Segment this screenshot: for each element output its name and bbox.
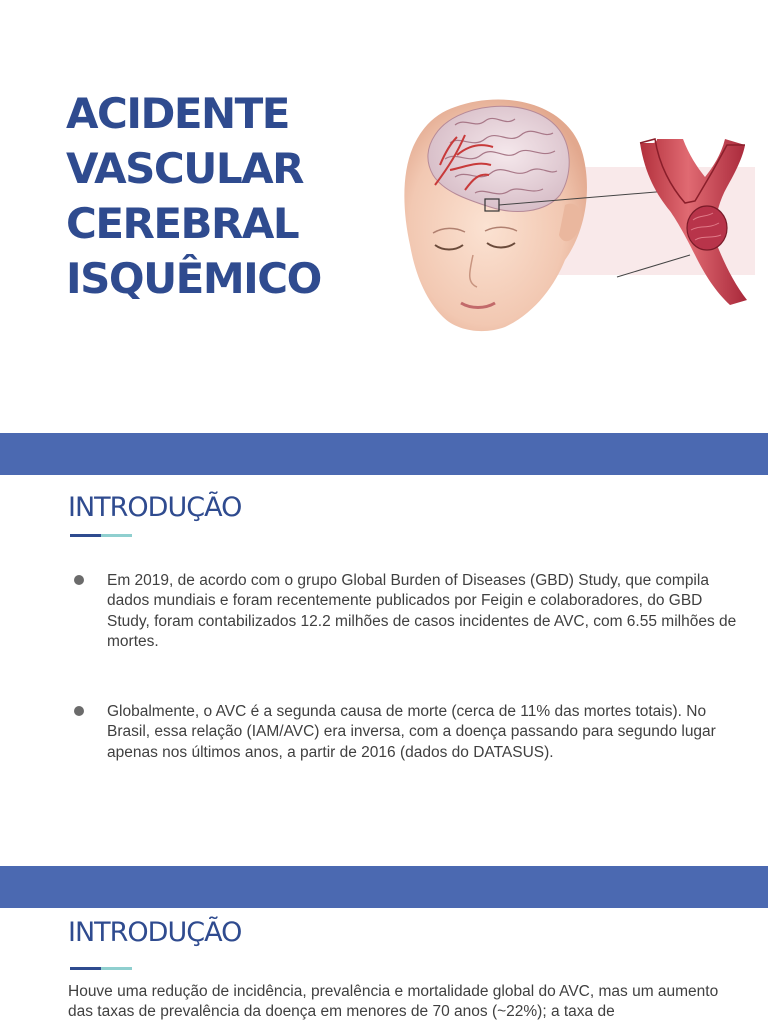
body-paragraph: Houve uma redução de incidência, prevalência e mortalidade global do AVC, mas um aumento das taxas de prevalência da doença em menores de 70 anos (~22%); a taxa de	[68, 983, 719, 1021]
section-header-band	[0, 433, 768, 475]
section-heading: INTRODUÇÃO	[68, 917, 242, 948]
bullet-list	[70, 571, 740, 763]
title-line: CEREBRAL	[66, 199, 299, 248]
bullet-item	[70, 702, 740, 763]
slide-title	[66, 86, 321, 306]
section-heading: INTRODUÇÃO	[68, 492, 242, 523]
heading-underline	[70, 967, 132, 970]
title-line: VASCULAR	[66, 144, 303, 193]
bullet-item	[70, 571, 740, 652]
bullet-text: Globalmente, o AVC é a segunda causa de morte (cerca de 11% das mortes totais). No Brasil, essa relação (IAM/AVC) era inversa, com a doença passando para segundo lugar apenas nos últimos anos, a partir de 2016 (dados do DATASUS).	[107, 703, 716, 761]
title-line: ACIDENTE	[66, 89, 289, 138]
bullet-text: Em 2019, de acordo com o grupo Global Burden of Diseases (GBD) Study, que compila dados mundiais e foram recentemente publicados por Feigin e colaboradores, do GBD Study, foram contabilizados 12.2 milhões de casos incidentes de AVC, com 6.55 milhões de mortes.	[107, 572, 737, 650]
bullet-dot-icon	[74, 575, 84, 585]
heading-underline	[70, 534, 132, 537]
section-header-band	[0, 866, 768, 908]
stroke-illustration	[395, 95, 755, 340]
head-figure	[404, 100, 587, 332]
title-slide	[0, 0, 768, 432]
title-line: ISQUÊMICO	[66, 254, 321, 303]
bullet-dot-icon	[74, 706, 84, 716]
